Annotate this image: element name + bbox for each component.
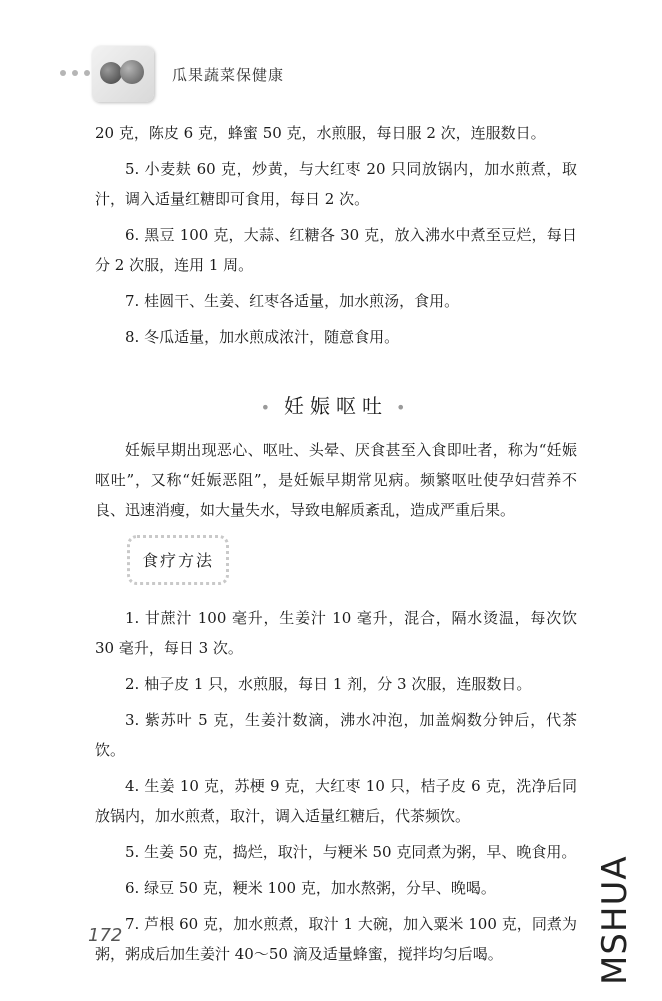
recipe-item: 7. 芦根 60 克，加水煎煮，取汁 1 大碗，加入粟米 100 克，同煮为粥，粥成后加生姜汁 40～50 滴及适量蜂蜜，搅拌均匀后喝。 [95, 915, 577, 963]
recipe-badge [127, 535, 229, 585]
paragraph: 7. 桂圆干、生姜、红枣各适量，加水煎汤，食用。 [125, 292, 460, 310]
section-title: 妊娠呕吐 [284, 394, 388, 418]
bullet-icon: • [396, 398, 412, 417]
recipe-item: 2. 柚子皮 1 只，水煎服，每日 1 剂，分 3 次服，连服数日。 [125, 675, 532, 693]
paragraph: 8. 冬瓜适量，加水煎成浓汁，随意食用。 [125, 328, 400, 346]
section-heading [95, 390, 577, 419]
recipe-item: 5. 生姜 50 克，捣烂，取汁，与粳米 50 克同煮为粥，早、晚食用。 [125, 843, 577, 861]
paragraph: 5. 小麦麸 60 克，炒黄，与大红枣 20 只同放锅内，加水煎煮，取汁，调入适量红糖即可食用，每日 2 次。 [95, 160, 577, 208]
page-header [0, 0, 662, 110]
page-number: 172 [88, 925, 123, 946]
bullet-icon: • [260, 398, 276, 417]
badge-label: 食疗方法 [141, 551, 214, 570]
fruit-plate-icon [92, 46, 154, 102]
page-content [95, 118, 577, 975]
recipe-item: 4. 生姜 10 克，苏梗 9 克，大红枣 10 只，桔子皮 6 克，洗净后同放锅内，加水煎煮，取汁，调入适量红糖后，代茶频饮。 [95, 777, 577, 825]
recipe-item: 6. 绿豆 50 克，粳米 100 克，加水熬粥，分早、晚喝。 [125, 879, 496, 897]
recipe-item: 3. 紫苏叶 5 克，生姜汁数滴，沸水冲泡，加盖焖数分钟后，代茶饮。 [95, 711, 577, 759]
header-title: 瓜果蔬菜保健康 [172, 66, 285, 84]
watermark: MSHUA [595, 855, 635, 985]
recipe-item: 1. 甘蔗汁 100 毫升，生姜汁 10 毫升，混合，隔水烫温，每次饮 30 毫升，每日 3 次。 [95, 609, 577, 657]
paragraph: 6. 黑豆 100 克，大蒜、红糖各 30 克，放入沸水中煮至豆烂，每日分 2 次服，连用 1 周。 [95, 226, 577, 274]
header-dots [60, 70, 90, 76]
paragraph: 20 克，陈皮 6 克，蜂蜜 50 克，水煎服，每日服 2 次，连服数日。 [95, 124, 546, 142]
section-intro: 妊娠早期出现恶心、呕吐、头晕、厌食甚至入食即吐者，称为“妊娠呕吐”，又称“妊娠恶阻”，是妊娠早期常见病。频繁呕吐使孕妇营养不良、迅速消瘦，如大量失水，导致电解质紊乱，造成严重后果。 [95, 441, 577, 519]
apple-icon [120, 60, 144, 84]
apple-icon [100, 62, 122, 84]
